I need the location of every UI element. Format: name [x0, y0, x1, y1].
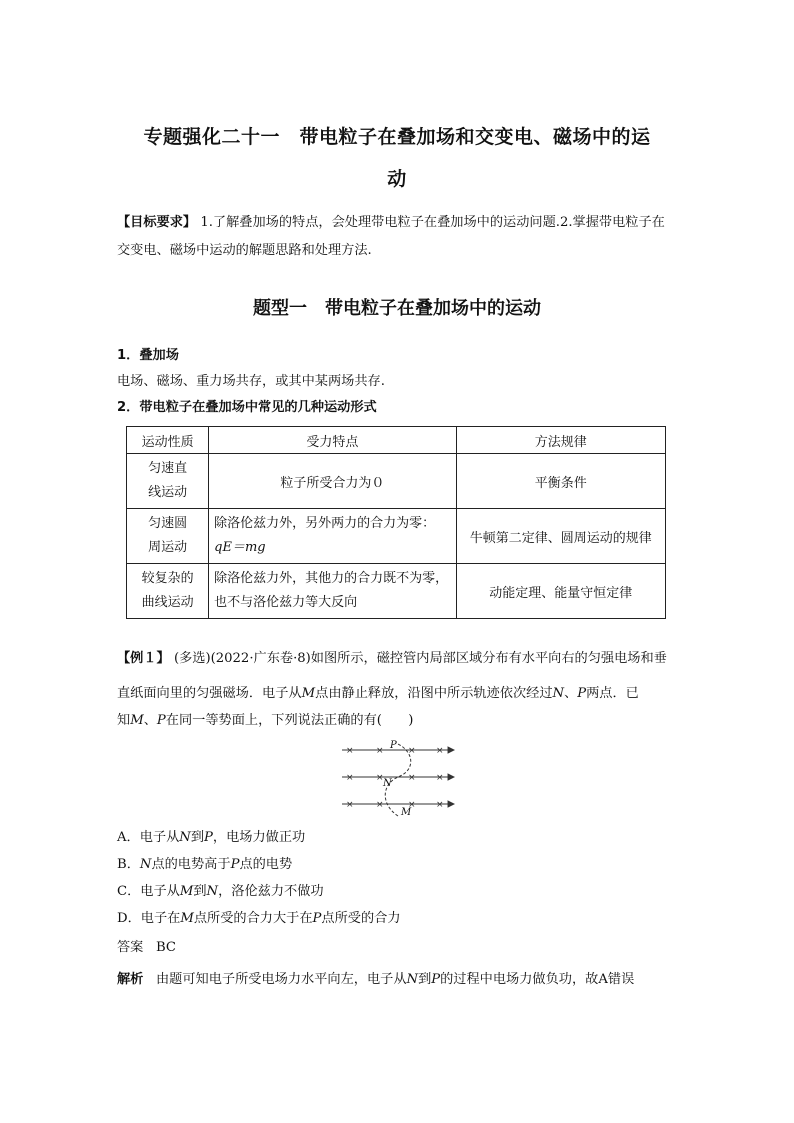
example-line2: 直纸面向里的匀强磁场．电子从M点由静止释放，沿图中所示轨迹依次经过N、P两点．已 [117, 686, 639, 701]
arrow-head [448, 747, 454, 753]
option-d: D．电子在M点所受的合力大于在P点所受的合力 [117, 911, 401, 926]
example-label: 【例１】 [117, 651, 170, 666]
option-c: C．电子从M到N，洛伦兹力不做功 [117, 884, 324, 899]
table-header-cell: 受力特点 [209, 427, 456, 454]
magnetron-field-figure [340, 740, 456, 818]
table-cell: 牛顿第二定律、圆周运动的规律 [456, 509, 665, 564]
table-cell-formula: qE＝mg [214, 540, 266, 555]
example-line3: 知M、P在同一等势面上，下列说法正确的有( ) [117, 713, 414, 728]
cross-mark: × [408, 800, 416, 810]
objective-label: 【目标要求】 [117, 215, 197, 230]
table-cell: 粒子所受合力为０ [209, 454, 456, 509]
table-cell-line: 匀速圆 [148, 516, 188, 531]
cross-mark: × [376, 773, 384, 783]
table-cell-line: 也不与洛伦兹力等大反向 [214, 595, 358, 610]
section-title: 题型一 带电粒子在叠加场中的运动 [253, 298, 541, 319]
table-row [127, 564, 666, 619]
table-cell [209, 509, 456, 564]
point1-heading: 1．叠加场 [117, 348, 179, 363]
cross-mark: × [376, 746, 384, 756]
table-cell: 平衡条件 [456, 454, 665, 509]
table-cell [127, 564, 209, 619]
example-line1 [117, 650, 667, 668]
answer-label: 答案 [117, 940, 144, 955]
table-cell: 动能定理、能量守恒定律 [456, 564, 665, 619]
table-cell [127, 454, 209, 509]
table-cell-line: 除洛伦兹力外，另外两力的合力为零： [214, 516, 436, 531]
table-row [127, 454, 666, 509]
objective-text-2: 交变电、磁场中运动的解题思路和处理方法. [117, 243, 372, 258]
analysis-line: 解析 由题可知电子所受电场力水平向左，电子从N到P的过程中电场力做负功，故A错误 [117, 972, 635, 987]
table-cell [127, 509, 209, 564]
cross-mark: × [436, 800, 444, 810]
cross-mark: × [436, 773, 444, 783]
answer-line [117, 936, 176, 955]
table-cell-line: 匀速直 [148, 461, 188, 476]
table-cell-line: 线运动 [148, 485, 188, 500]
table-header-row [127, 427, 666, 454]
example-text-1: (多选)(2022·广东卷·8)如图所示，磁控管内局部区域分布有水平向右的匀强电场和垂 [173, 651, 667, 666]
table-header-cell: 运动性质 [127, 427, 209, 454]
point2-heading: 2．带电粒子在叠加场中常见的几种运动形式 [117, 400, 377, 415]
cross-mark: × [408, 773, 416, 783]
option-a: A．电子从N到P，电场力做正功 [117, 830, 306, 845]
cross-mark: × [376, 800, 384, 810]
cross-mark: × [346, 800, 354, 810]
cross-mark: × [436, 746, 444, 756]
objective-line1 [117, 214, 665, 232]
analysis-label: 解析 [117, 972, 144, 987]
doc-title-line1: 专题强化二十一 带电粒子在叠加场和交变电、磁场中的运 [143, 126, 651, 148]
point-label-m: M [401, 807, 412, 818]
point-label-n: N [383, 778, 392, 789]
motion-types-table [126, 426, 666, 619]
point1-body: 电场、磁场、重力场共存，或其中某两场共存. [117, 374, 385, 389]
doc-title-line2: 动 [387, 168, 407, 190]
answer-value: BC [155, 940, 176, 955]
table-cell-line: 较复杂的 [141, 571, 194, 586]
arrow-head [448, 801, 454, 807]
point-label-p: P [390, 740, 397, 751]
table-cell [209, 564, 456, 619]
cross-mark: × [346, 746, 354, 756]
cross-mark: × [346, 773, 354, 783]
cross-mark: × [408, 746, 416, 756]
arrow-head [448, 774, 454, 780]
table-header-cell: 方法规律 [456, 427, 665, 454]
table-cell-line: 周运动 [148, 540, 188, 555]
table-row [127, 509, 666, 564]
table-cell-line: 曲线运动 [141, 595, 194, 610]
objective-text-1: 1.了解叠加场的特点，会处理带电粒子在叠加场中的运动问题.2.掌握带电粒子在 [200, 215, 665, 230]
option-b: B．N点的电势高于P点的电势 [117, 857, 293, 872]
table-cell-line: 除洛伦兹力外，其他力的合力既不为零， [214, 571, 449, 586]
